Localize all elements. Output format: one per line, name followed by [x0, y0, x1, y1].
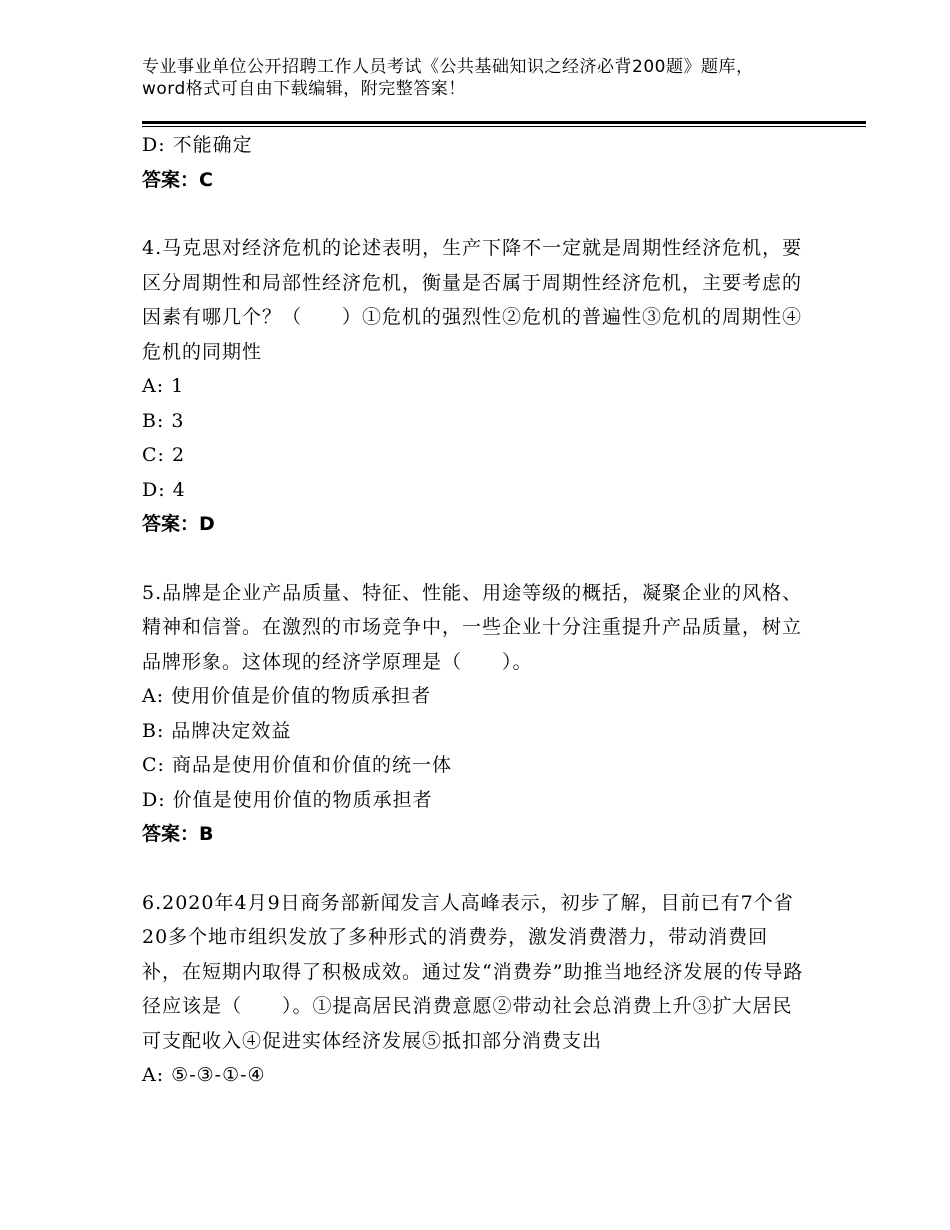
option-a: A: 使用价值是价值的物质承担者 [142, 685, 432, 707]
answer: 答案：D [142, 513, 215, 535]
option-a: A: 1 [142, 375, 185, 397]
option-c: C: 商品是使用价值和价值的统一体 [142, 754, 452, 776]
question-4 [142, 231, 807, 542]
question-stem: 5.品牌是企业产品质量、特征、性能、用途等级的概括，凝聚企业的风格、精神和信誉。在激烈的市场竞争中，一些企业十分注重提升产品质量，树立品牌形象。这体现的经济学原理是（ ）。 [142, 581, 803, 673]
option-b: B: 3 [142, 409, 185, 432]
question-stem: 6.2020年4月9日商务部新闻发言人高峰表示，初步了解，目前已有7个省20多个地市组织发放了多种形式的消费券，激发消费潜力，带动消费回补，在短期内取得了积极成效。通过发“消费券”助推当地经济发展的传导路径应该是（ ）。①提高居民消费意愿②带动社会总消费上升③扩大居民可支配收入④促进实体经济发展⑤抵扣部分消费支出 [142, 891, 804, 1052]
option-d: D: 4 [142, 478, 186, 501]
header-rule [142, 121, 866, 124]
document-body [142, 128, 807, 1093]
question-5 [142, 576, 807, 852]
question-stem: 4.马克思对经济危机的论述表明，生产下降不一定就是周期性经济危机，要区分周期性和局部性经济危机，衡量是否属于周期性经济危机，主要考虑的因素有哪几个？（ ）①危机的强烈性②危机的普遍性③危机的周期性④危机的同期性 [142, 237, 803, 363]
answer: 答案：C [142, 168, 213, 191]
option-c: C: 2 [142, 444, 186, 466]
header-rule-thin [142, 126, 866, 127]
answer: 答案：B [142, 823, 214, 845]
option-a: A: ⑤-③-①-④ [142, 1064, 266, 1086]
option-b: B: 品牌决定效益 [142, 719, 292, 742]
question-6 [142, 886, 807, 1093]
document-header: 专业事业单位公开招聘工作人员考试《公共基础知识之经济必背200题》题库，word格式可自由下载编辑，附完整答案！ [142, 57, 754, 99]
option-d: D: 价值是使用价值的物质承担者 [142, 788, 433, 811]
option-d: D: 不能确定 [142, 134, 253, 156]
